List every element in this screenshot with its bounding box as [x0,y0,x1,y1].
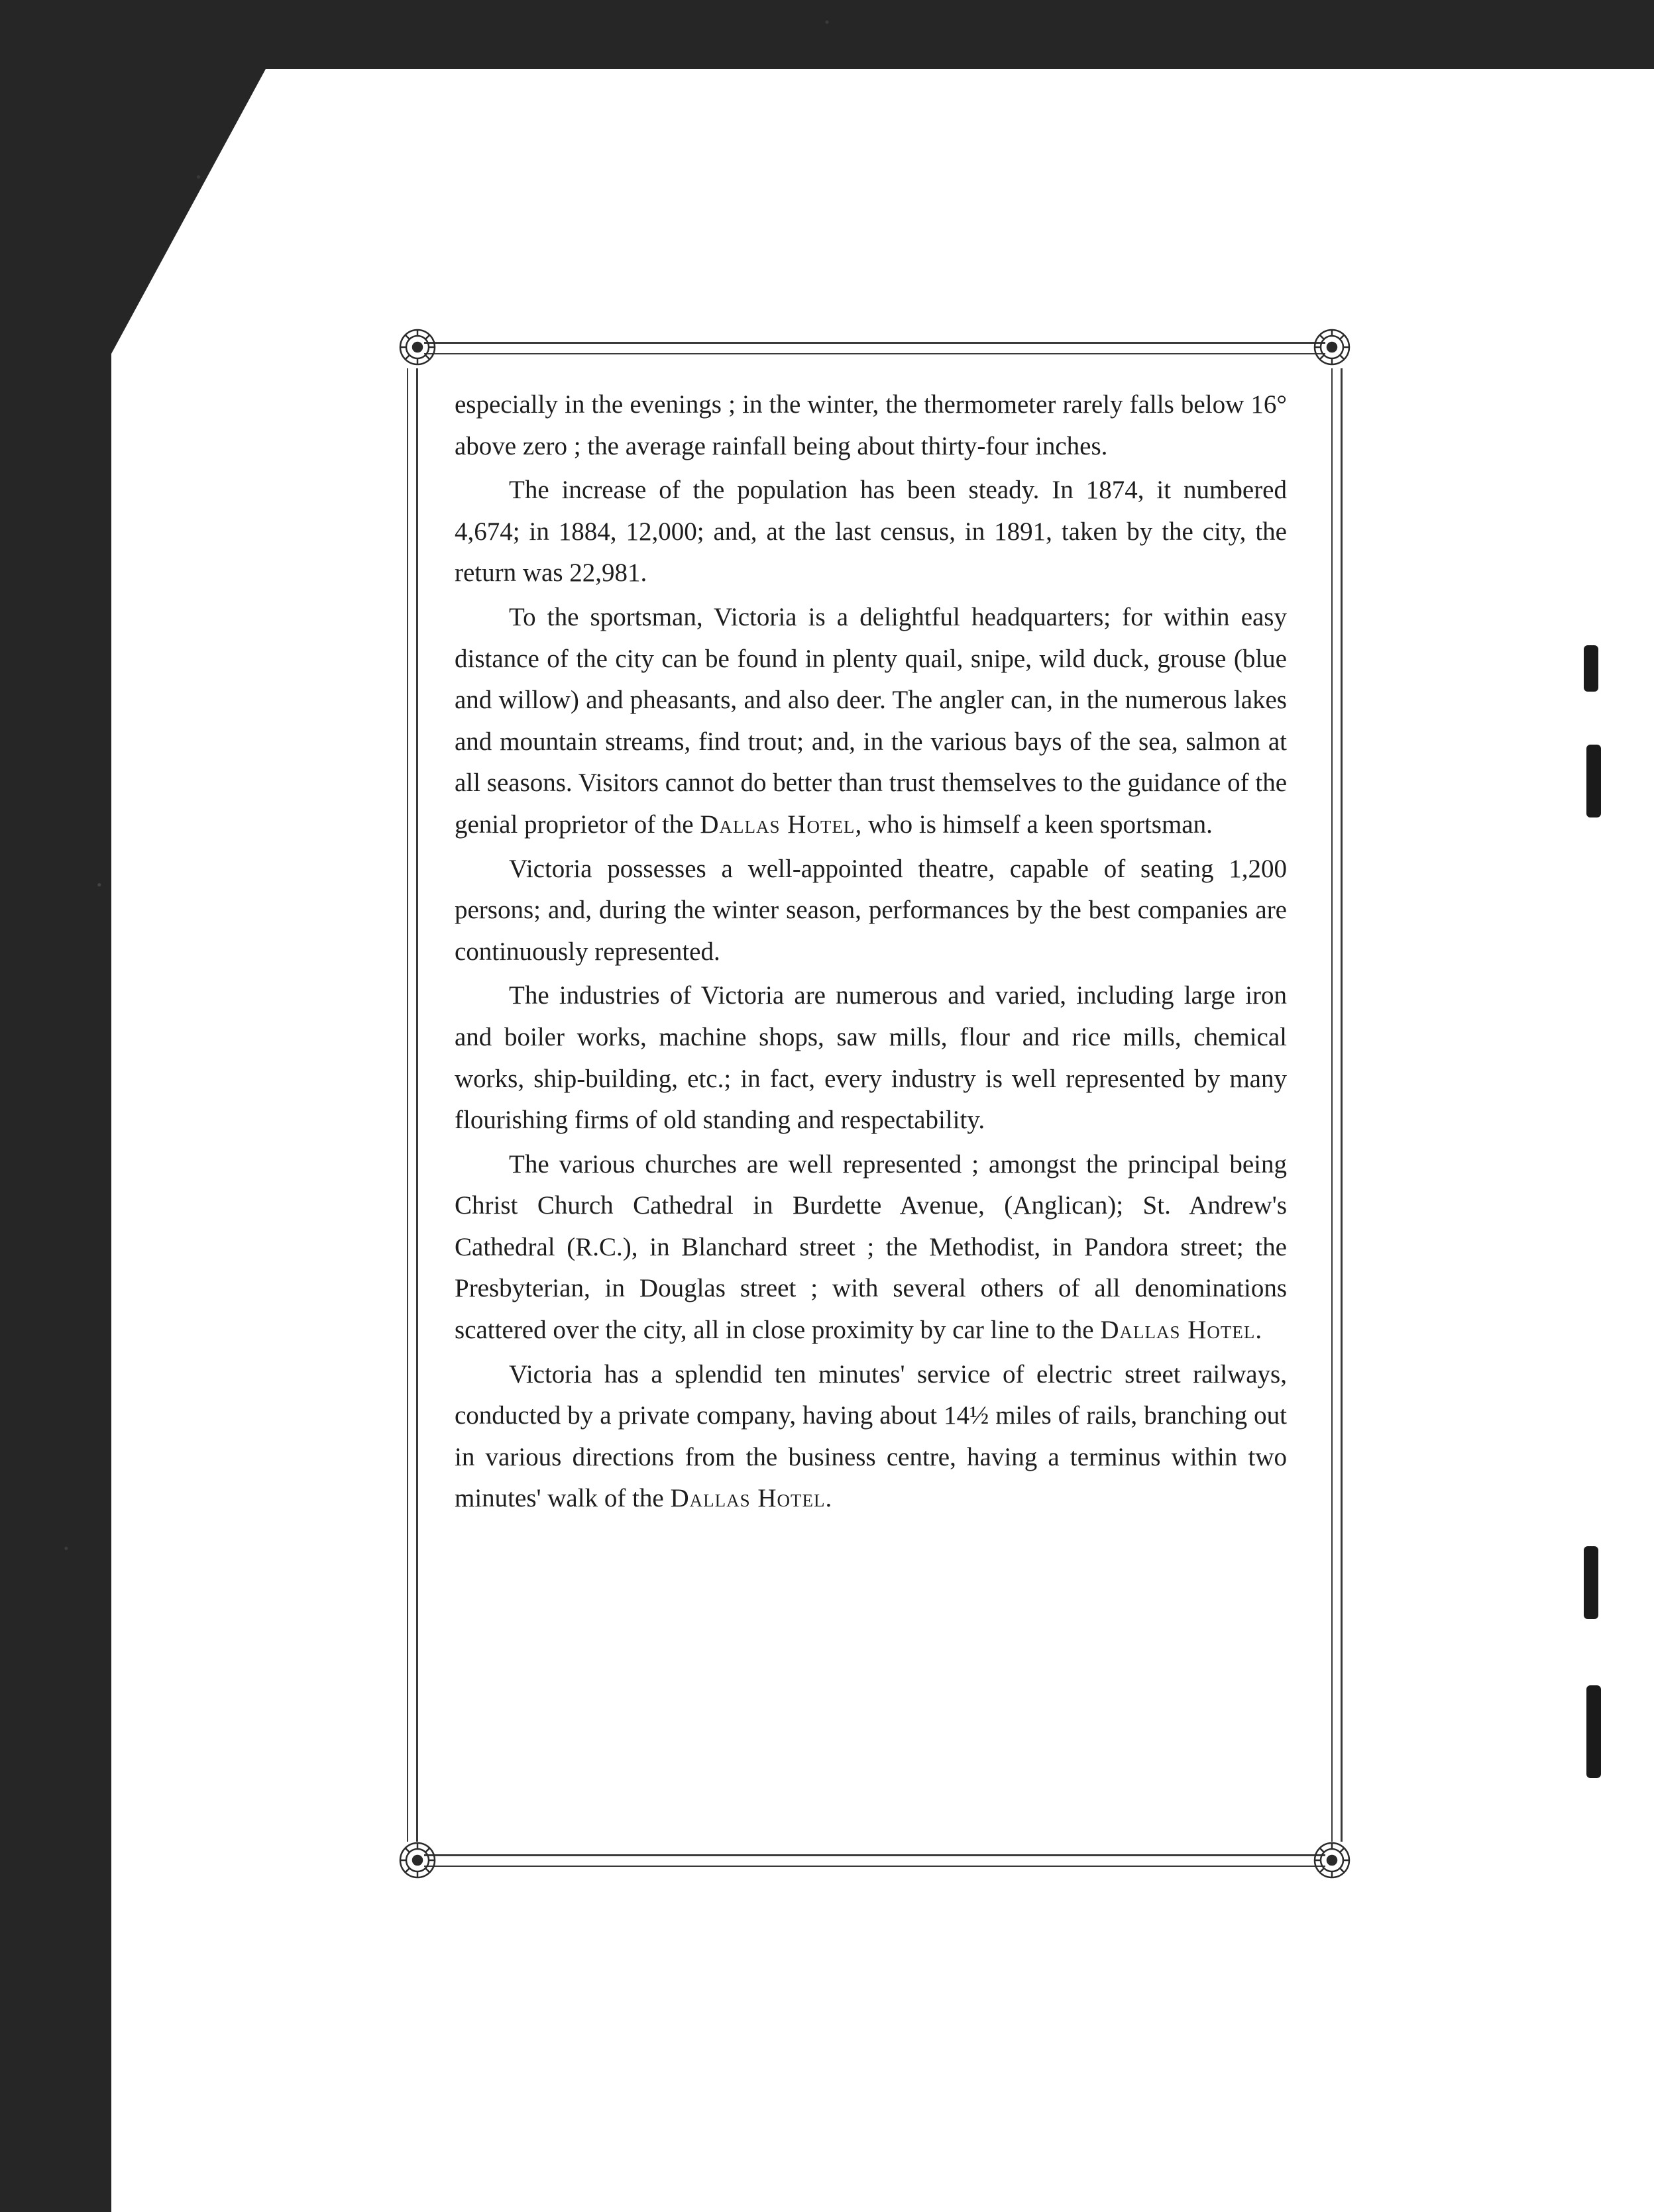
text-segment: . [1255,1316,1262,1345]
binding-mark [1586,1685,1601,1778]
paragraph [455,1144,1287,1351]
text-segment: especially in the evenings ; in the winter, the thermometer rarely falls below 16° above zero ; the average rainfall being about thirty-four inches. [455,390,1287,460]
frame-rule-left [407,368,418,1842]
text-segment: , who is himself a keen sportsman. [855,810,1213,839]
rosette-icon [398,327,437,367]
text-segment: Victoria possesses a well-appointed theatre, capable of seating 1,200 persons; and, during the winter season, performances by the best companies are continuously represented. [455,854,1287,966]
frame-rule-bottom [424,1854,1325,1867]
text-segment: . [825,1484,832,1513]
frame-rule-top [424,342,1325,354]
body-text [455,384,1287,1520]
rosette-icon [1312,1840,1352,1880]
hotel-name: Dallas Hotel [670,1484,826,1513]
rosette-icon [1312,327,1352,367]
text-segment: The industries of Victoria are numerous and varied, including large iron and boiler works, machine shops, saw mills, flour and rice mills, chemical works, ship-building, etc.; in fact, every industry is well represented by many flourishing firms of old standing and respectability. [455,981,1287,1135]
ornamental-frame [398,327,1352,1880]
frame-rule-right [1331,368,1343,1842]
text-segment: The various churches are well represented ; amongst the principal being Christ Church Cathedral in Burdette Avenue, (Anglican); St. Andrew's Cathedral (R.C.), in Blanchard street ; the Methodist, in Pandora street; the Presbyterian, in Douglas street ; with several others of all denominations scattered over the city, all in close proximity by car line to the [455,1149,1287,1345]
paragraph [455,975,1287,1141]
binding-mark [1584,1546,1598,1619]
paragraph [455,384,1287,467]
paragraph [455,849,1287,973]
text-segment: The increase of the population has been steady. In 1874, it numbered 4,674; in 1884, 12,000; and, at the last census, in 1891, taken by the city, the return was 22,981. [455,476,1287,588]
rosette-icon [398,1840,437,1880]
hotel-name: Dallas Hotel [1100,1316,1256,1345]
paragraph [455,1354,1287,1520]
text-segment: Victoria has a splendid ten minutes' service of electric street railways, conducted by a private company, having about 14½ miles of rails, branching out in various directions from the business centre, having a terminus within two minutes' walk of the [455,1359,1287,1513]
hotel-name: Dallas Hotel [700,810,855,839]
binding-mark [1586,745,1601,817]
binding-mark [1584,645,1598,692]
paragraph [455,470,1287,594]
paragraph [455,597,1287,846]
text-segment: To the sportsman, Victoria is a delightful headquarters; for within easy distance of the city can be found in plenty quail, snipe, wild duck, grouse (blue and willow) and pheasants, and also deer. The angler can, in the numerous lakes and mountain streams, find trout; and, in the various bays of the sea, salmon at all seasons. Visitors cannot do better than trust themselves to the guidance of the genial proprietor of the [455,602,1287,839]
